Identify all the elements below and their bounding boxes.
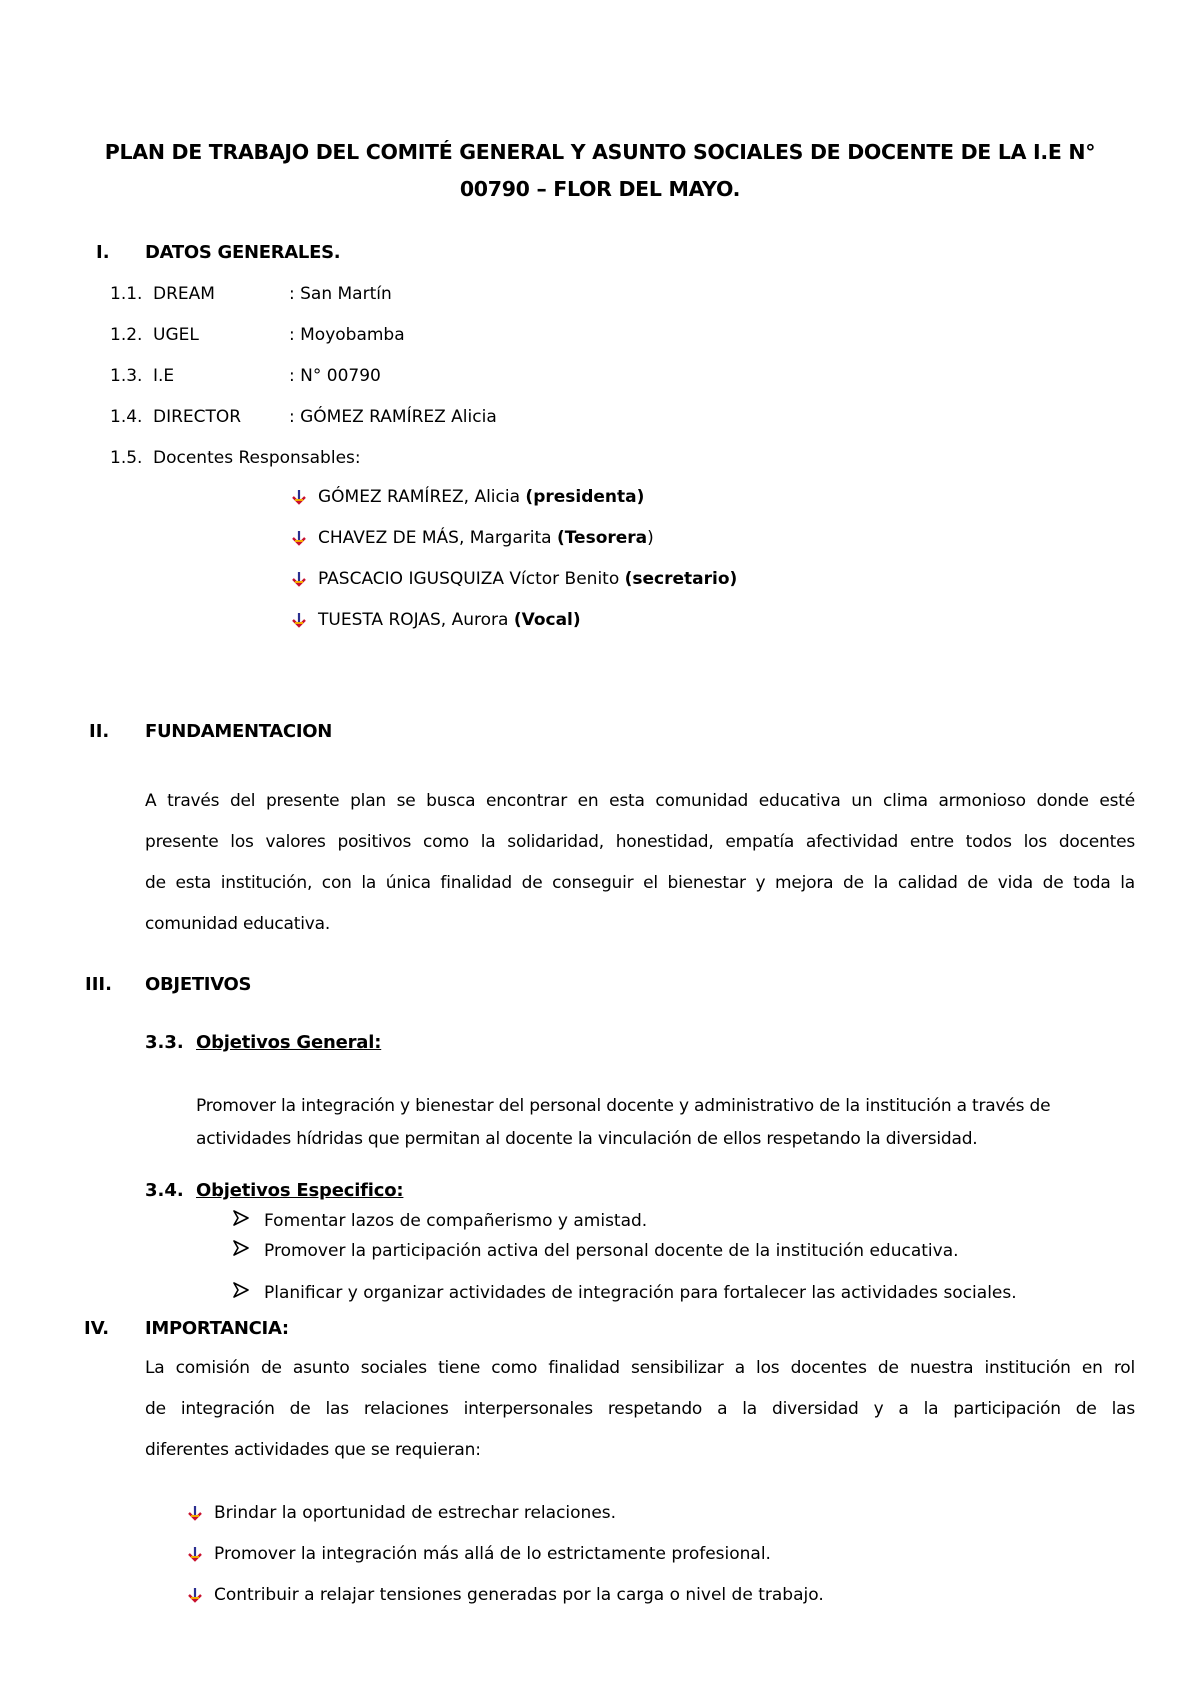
member-name: PASCACIO IGUSQUIZA Víctor Benito xyxy=(318,569,625,589)
fundamentacion-paragraph xyxy=(145,781,1135,945)
paragraph-line: actividades hídridas que permitan al docente la vinculación de ellos respetando la diversidad. xyxy=(196,1129,978,1149)
list-item xyxy=(186,1585,824,1605)
list-item-text: Contribuir a relajar tensiones generadas por la carga o nivel de trabajo. xyxy=(214,1585,824,1605)
item-value-director: : GÓMEZ RAMÍREZ Alicia xyxy=(289,407,497,427)
member-item xyxy=(290,528,654,548)
arrowhead-bullet-icon xyxy=(232,1240,250,1261)
section-4-number: IV. xyxy=(84,1318,110,1339)
item-label-dream: DREAM xyxy=(153,284,215,304)
member-name: TUESTA ROJAS, Aurora xyxy=(318,610,514,630)
member-role: (secretario) xyxy=(624,569,738,589)
list-item xyxy=(232,1282,1017,1303)
arrow-down-bullet-icon xyxy=(186,1504,204,1522)
list-item-text: Planificar y organizar actividades de integración para fortalecer las actividades sociales. xyxy=(264,1282,1017,1303)
responsables-label: Docentes Responsables: xyxy=(153,448,361,468)
item-value-ugel: : Moyobamba xyxy=(289,325,405,345)
member-role: (Vocal) xyxy=(513,610,581,630)
objetivo-general-paragraph xyxy=(196,1090,1130,1156)
objetivo-general-heading: Objetivos General: xyxy=(196,1032,382,1053)
arrowhead-bullet-icon xyxy=(232,1282,250,1303)
member-role: (Tesorera xyxy=(556,528,648,548)
list-item-text: Promover la integración más allá de lo estrictamente profesional. xyxy=(214,1544,771,1564)
section-2-heading: FUNDAMENTACION xyxy=(145,721,333,742)
item-label-director: DIRECTOR xyxy=(153,407,242,427)
item-number: 1.3. xyxy=(110,366,143,386)
member-item xyxy=(290,569,737,589)
section-3-heading: OBJETIVOS xyxy=(145,974,252,995)
section-3-number: III. xyxy=(85,974,112,995)
item-value-dream: : San Martín xyxy=(289,284,392,304)
member-role-close: ) xyxy=(647,528,654,548)
item-label-ugel: UGEL xyxy=(153,325,199,345)
list-item xyxy=(186,1544,771,1564)
member-item xyxy=(290,487,644,507)
list-item xyxy=(232,1210,647,1231)
paragraph-line: de integración de las relaciones interpersonales respetando a la diversidad y a la participación de las xyxy=(145,1399,1135,1419)
list-item xyxy=(186,1503,616,1523)
item-number: 1.4. xyxy=(110,407,143,427)
paragraph-line: presente los valores positivos como la solidaridad, honestidad, empatía afectividad entre todos los docentes xyxy=(145,832,1135,852)
section-4-heading: IMPORTANCIA: xyxy=(145,1318,289,1339)
section-2-number: II. xyxy=(89,721,110,742)
importancia-paragraph xyxy=(145,1348,1135,1471)
item-label-ie: I.E xyxy=(153,366,175,386)
arrow-down-bullet-icon xyxy=(290,488,308,506)
arrow-down-bullet-icon xyxy=(186,1586,204,1604)
objetivo-general-number: 3.3. xyxy=(145,1032,184,1053)
objetivo-especifico-number: 3.4. xyxy=(145,1180,184,1201)
arrow-down-bullet-icon xyxy=(290,570,308,588)
item-value-ie: : N° 00790 xyxy=(289,366,381,386)
arrow-down-bullet-icon xyxy=(290,611,308,629)
item-number: 1.2. xyxy=(110,325,143,345)
member-name: GÓMEZ RAMÍREZ, Alicia xyxy=(318,487,526,507)
member-role: (presidenta) xyxy=(525,487,645,507)
paragraph-line: diferentes actividades que se requieran: xyxy=(145,1440,481,1460)
item-number: 1.1. xyxy=(110,284,143,304)
arrow-down-bullet-icon xyxy=(290,529,308,547)
item-number: 1.5. xyxy=(110,448,143,468)
list-item-text: Promover la participación activa del personal docente de la institución educativa. xyxy=(264,1240,959,1261)
member-name: CHAVEZ DE MÁS, Margarita xyxy=(318,528,557,548)
paragraph-line: de esta institución, con la única finalidad de conseguir el bienestar y mejora de la calidad de vida de toda la xyxy=(145,873,1135,893)
paragraph-line: comunidad educativa. xyxy=(145,914,331,934)
section-1-number: I. xyxy=(96,242,110,263)
paragraph-line: Promover la integración y bienestar del personal docente y administrativo de la institución a través de xyxy=(196,1096,1051,1116)
paragraph-line: La comisión de asunto sociales tiene como finalidad sensibilizar a los docentes de nuestra institución en rol xyxy=(145,1358,1135,1378)
document-title-line-1: PLAN DE TRABAJO DEL COMITÉ GENERAL Y ASUNTO SOCIALES DE DOCENTE DE LA I.E N° xyxy=(104,140,1096,164)
list-item-text: Fomentar lazos de compañerismo y amistad. xyxy=(264,1210,648,1231)
arrow-down-bullet-icon xyxy=(186,1545,204,1563)
member-item xyxy=(290,610,581,630)
arrowhead-bullet-icon xyxy=(232,1210,250,1231)
objetivo-especifico-heading: Objetivos Especifico: xyxy=(196,1180,404,1201)
list-item-text: Brindar la oportunidad de estrechar relaciones. xyxy=(214,1503,617,1523)
document-title-line-2: 00790 – FLOR DEL MAYO. xyxy=(459,177,741,201)
paragraph-line: A través del presente plan se busca encontrar en esta comunidad educativa un clima armonioso donde esté xyxy=(145,791,1135,811)
list-item xyxy=(232,1240,959,1261)
section-1-heading: DATOS GENERALES. xyxy=(145,242,341,263)
